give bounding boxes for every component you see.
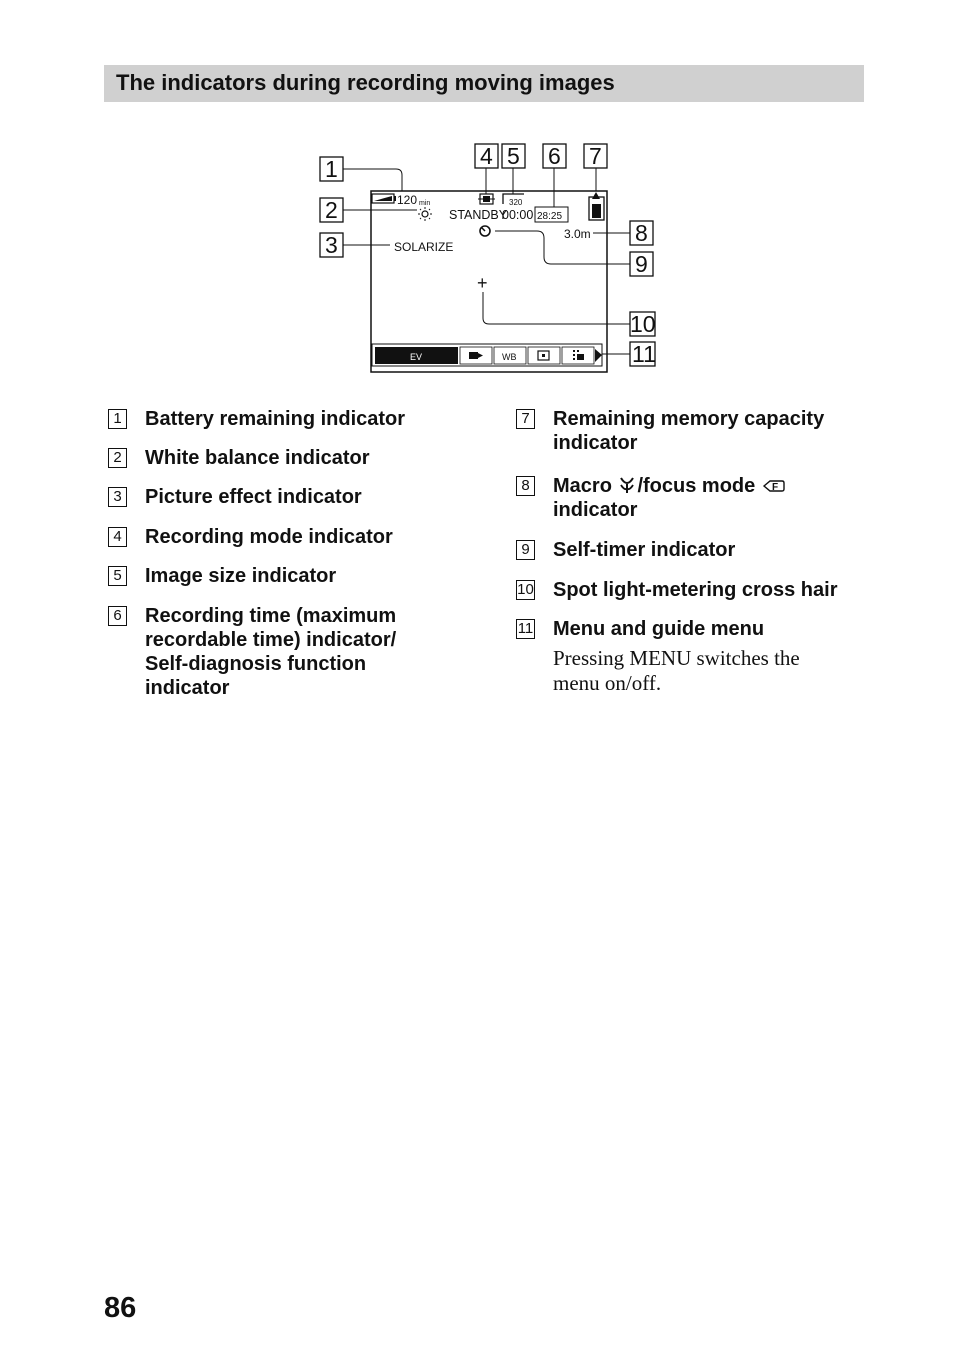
svg-text:6: 6 (548, 143, 561, 169)
list-item (108, 604, 468, 704)
item-note: Pressing MENU switches the menu on/off. (553, 646, 800, 695)
svg-text:10: 10 (630, 311, 656, 337)
item-label: Remaining memory capacity indicator (553, 408, 825, 454)
callout-7 (584, 143, 607, 191)
item-label: Self-timer indicator (553, 539, 736, 561)
item-label-part: indicator (553, 499, 638, 521)
menu-bar (372, 344, 602, 366)
item-number: 5 (108, 566, 127, 586)
elapsed-time: 00:00 (502, 208, 534, 222)
svg-text:8: 8 (635, 220, 648, 246)
focus-distance: 3.0m (564, 227, 591, 241)
item-label-part: /focus mode (637, 475, 756, 497)
list-item (108, 564, 468, 590)
list-item (516, 578, 876, 604)
section-title: The indicators during recording moving images (116, 70, 615, 95)
item-number: 3 (108, 487, 127, 507)
menu-ev: EV (410, 352, 423, 362)
list-item (108, 525, 468, 551)
lcd-diagram (0, 0, 954, 400)
item-label (553, 474, 863, 522)
item-label-part: Macro (553, 475, 612, 497)
battery-unit: min (419, 200, 431, 207)
callout-1 (320, 156, 402, 191)
svg-text:4: 4 (480, 143, 493, 169)
svg-text:9: 9 (635, 251, 648, 277)
item-number: 9 (516, 540, 535, 560)
item-number: 1 (108, 409, 127, 429)
item-number: 2 (108, 448, 127, 468)
svg-text:7: 7 (589, 143, 602, 169)
item-number: 6 (108, 606, 127, 626)
item-label: Battery remaining indicator (145, 408, 406, 430)
standby-text: STANDBY (449, 208, 508, 222)
remaining-time: 28:25 (537, 211, 563, 222)
menu-wb: WB (502, 352, 517, 362)
item-label: Recording mode indicator (145, 526, 393, 548)
svg-text:3: 3 (325, 232, 338, 258)
list-item (108, 485, 468, 511)
item-label: White balance indicator (145, 447, 370, 469)
item-number: 10 (517, 581, 534, 598)
list-item (516, 474, 876, 526)
item-number: 4 (108, 527, 127, 547)
list-item (516, 407, 876, 459)
svg-text:2: 2 (325, 197, 338, 223)
item-number: 7 (516, 409, 535, 429)
focus-mode-icon (761, 477, 787, 495)
spot-crosshair: + (477, 273, 488, 293)
item-label: Menu and guide menu (553, 618, 765, 640)
picture-effect-text: SOLARIZE (394, 240, 454, 254)
page-number: 86 (104, 1292, 137, 1324)
battery-time: 120 (397, 193, 418, 207)
list-item (516, 538, 876, 564)
item-label: Picture effect indicator (145, 486, 362, 508)
macro-icon (617, 475, 637, 495)
svg-text:1: 1 (325, 156, 338, 182)
callout-11 (602, 341, 656, 367)
item-number: 11 (517, 620, 534, 637)
svg-text:11: 11 (632, 341, 656, 367)
svg-text:5: 5 (507, 143, 520, 169)
item-label: Recording time (maximum recordable time) indicator/ Self-diagnosis function indicator (145, 605, 397, 699)
image-size-value: 320 (509, 198, 523, 207)
list-item (108, 407, 468, 433)
list-item (516, 617, 876, 697)
callout-4 (475, 143, 498, 194)
svg-text:F: F (771, 482, 778, 493)
item-number: 8 (516, 476, 535, 496)
callout-5 (502, 143, 525, 194)
item-label: Image size indicator (145, 565, 337, 587)
list-item (108, 446, 468, 472)
item-label: Spot light-metering cross hair (553, 579, 838, 601)
